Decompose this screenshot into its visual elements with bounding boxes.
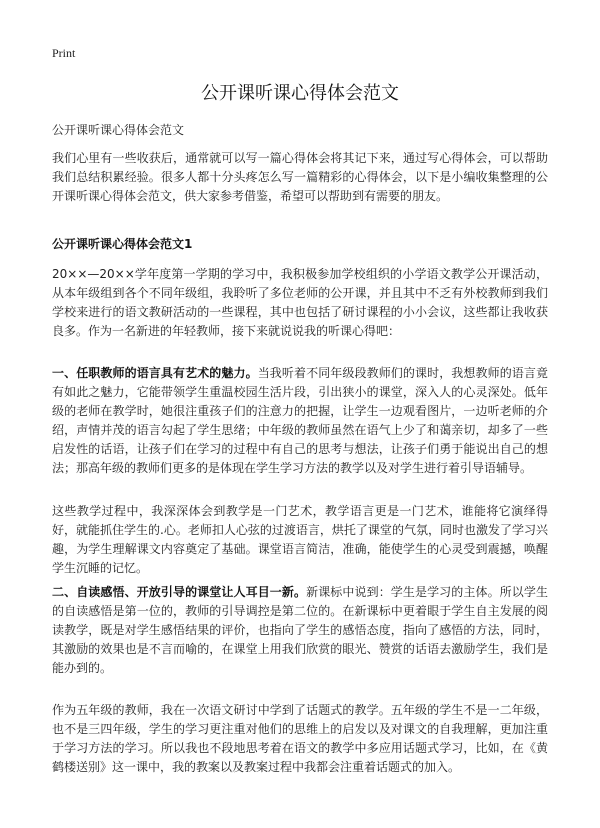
paragraph-4-body: 新课标中说到：学生是学习的主体。所以学生的自读感悟是第一位的，教师的引导调控是第二位的。在新课标中更着眼于学生自主发展的阅读教学，既是对学生感悟结果的评价，也指向了学生的感悟态度，指向了感悟的方法，同时，其激励的效果也是不言而喻的，在课堂上用我们欣赏的眼光、赞赏的话语去激励学生，我们是能办到的。	[52, 585, 548, 675]
intro-paragraph: 我们心里有一些收获后，通常就可以写一篇心得体会将其记下来，通过写心得体会，可以帮助我们总结积累经验。很多人都十分头疼怎么写一篇精彩的心得体会，以下是小编收集整理的公开课听课心得体会范文，供大家参考借鉴，希望可以帮助到有需要的朋友。	[52, 151, 548, 203]
paragraph-2-body: 当我听着不同年级段教师们的课时，我想教师的语言竟有如此之魅力，它能带领学生重温校园生活片段，引出狭小的课堂，深入人的心灵深处。低年级的老师在教学时，她很注重孩子们的注意力的把握，让学生一边观看图片，一边听老师的介绍，声情并茂的语言勾起了学生思绪；中年级的教师虽然在语气上少了和蔼亲切，却多了一些启发性的话语，让孩子们在学习的过程中有自己的思考与想法，让孩子们勇于能说出自己的想法；那高年级的教师们更多的是体现在学生学习方法的教学以及对学生进行着引导语辅导。	[52, 366, 548, 475]
paragraph-1: 20××—20××学年度第一学期的学习中，我积极参加学校组织的小学语文教学公开课活动，从本年级组到各个不同年级组，我聆听了多位老师的公开课，并且其中不乏有外校教师到我们学校来进行的语文教研活动的一些课程，其中也包括了研讨课程的小小会议，这些都让我收获良多。作为一名新进的年轻教师，接下来就说说我的听课心得吧：	[52, 267, 548, 338]
paragraph-5: 作为五年级的教师，我在一次语文研讨中学到了话题式的教学。五年级的学生不是一二年级，也不是三四年级，学生的学习更注重对他们的思维上的启发以及对课文的自我理解，更加注重于学习方法的学习。所以我也不段地思考着在语文的教学中多应用话题式学习，比如，在《黄鹤楼送别》这一课中，我的教案以及教案过程中我都会注重着话题式的加入。	[52, 703, 548, 774]
paragraph-4	[52, 583, 548, 678]
print-link[interactable]: Print	[52, 46, 76, 60]
page-title: 公开课听课心得体会范文	[201, 83, 399, 104]
paragraph-2-lead: 一、任职教师的语言具有艺术的魅力。	[52, 366, 258, 380]
paragraph-3: 这些教学过程中，我深深体会到教学是一门艺术，教学语言更是一门艺术，谁能将它演绎得好，就能抓住学生的.心。老师扣人心弦的过渡语言，烘托了课堂的气氛，同时也激发了学习兴趣，为学生理解课文内容奠定了基础。课堂语言简洁，准确，能使学生的心灵受到震撼，唤醒学生沉睡的记忆。	[52, 504, 548, 575]
paragraph-2	[52, 364, 548, 478]
section-heading: 公开课听课心得体会范文1	[52, 237, 193, 251]
document-subtitle: 公开课听课心得体会范文	[52, 123, 185, 137]
paragraph-4-lead: 二、自读感悟、开放引导的课堂让人耳目一新。	[52, 585, 307, 599]
